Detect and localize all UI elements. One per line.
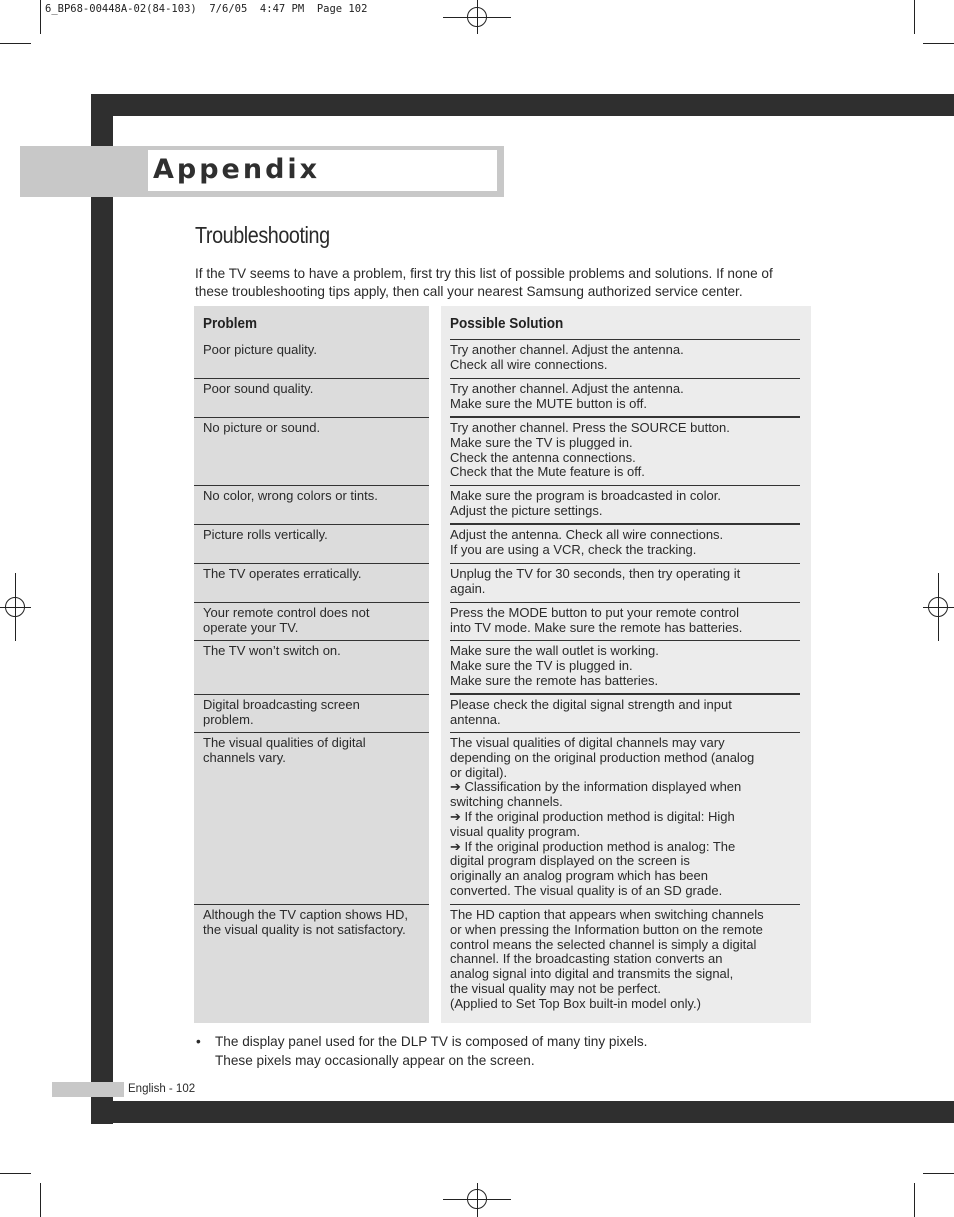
table-header-solution: Possible Solution — [450, 315, 564, 332]
solution-cell: The HD caption that appears when switching channels or when pressing the Information button on the remote control means the selected channel is simply a digital channel. If the broadcasting station converts an analog signal into digital and transmits the signal, the visual quality may not be perfect. (Applied to Set Top Box built-in model only.) — [450, 907, 764, 1011]
bullet-note: The display panel used for the DLP TV is composed of many tiny pixels. These pixels may occasionally appear on the screen. — [215, 1034, 648, 1068]
table-row — [194, 602, 811, 640]
table-row — [194, 732, 811, 904]
table-row — [194, 417, 811, 485]
table-row — [194, 563, 811, 602]
solution-cell: Press the MODE button to put your remote control into TV mode. Make sure the remote has batteries. — [450, 605, 743, 635]
problem-cell: Poor picture quality. — [203, 342, 317, 357]
solution-cell: Try another channel. Adjust the antenna. Check all wire connections. — [450, 342, 684, 372]
solution-cell: The visual qualities of digital channels may vary depending on the original production method (analog or digital). ➔ Classification by the information displayed when switching channels. ➔ If the original production method is digital: High visual quality program. ➔ If the original production method is analog: The digital program displayed on the screen is originally an analog program which has been converted. The visual quality is of an SD grade. — [450, 735, 755, 898]
solution-cell: Try another channel. Press the SOURCE button. Make sure the TV is plugged in. Check the antenna connections. Check that the Mute feature is off. — [450, 420, 730, 480]
solution-cell: Make sure the wall outlet is working. Make sure the TV is plugged in. Make sure the remote has batteries. — [450, 643, 659, 688]
printer-slug: 6_BP68-00448A-02(84-103) 7/6/05 4:47 PM Page 102 — [45, 3, 368, 15]
table-row — [194, 524, 811, 563]
intro-paragraph: If the TV seems to have a problem, first try this list of possible problems and solutions. If none of these troubleshooting tips apply, then call your nearest Samsung authorized service center. — [195, 266, 773, 299]
problem-cell: No picture or sound. — [203, 420, 321, 435]
problem-cell: Although the TV caption shows HD, the visual quality is not satisfactory. — [203, 907, 408, 937]
solution-cell: Try another channel. Adjust the antenna. Make sure the MUTE button is off. — [450, 381, 684, 411]
problem-cell: Poor sound quality. — [203, 381, 314, 396]
problem-cell: The TV operates erratically. — [203, 566, 362, 581]
problem-cell: Your remote control does not operate your TV. — [203, 605, 370, 635]
table-row — [194, 694, 811, 732]
solution-cell: Unplug the TV for 30 seconds, then try operating it again. — [450, 566, 741, 596]
page-frame-top — [91, 94, 954, 116]
solution-cell: Adjust the antenna. Check all wire connections. If you are using a VCR, check the tracking. — [450, 527, 724, 557]
solution-cell: Please check the digital signal strength and input antenna. — [450, 697, 732, 727]
table-row — [194, 640, 811, 694]
section-banner-label: Appendix — [153, 154, 321, 185]
bullet-mark: • — [196, 1034, 201, 1049]
page-title: Troubleshooting — [195, 222, 330, 248]
table-row — [194, 378, 811, 417]
page-frame-bottom — [91, 1101, 954, 1123]
table-row — [194, 485, 811, 524]
footer-bar — [52, 1082, 124, 1097]
problem-cell: Picture rolls vertically. — [203, 527, 328, 542]
problem-cell: The visual qualities of digital channels vary. — [203, 735, 366, 765]
page-frame-left — [91, 94, 113, 1124]
problem-cell: No color, wrong colors or tints. — [203, 488, 378, 503]
table-row — [194, 904, 811, 1023]
solution-cell: Make sure the program is broadcasted in color. Adjust the picture settings. — [450, 488, 721, 518]
page-number: English - 102 — [128, 1083, 196, 1095]
problem-cell: Digital broadcasting screen problem. — [203, 697, 360, 727]
problem-cell: The TV won’t switch on. — [203, 643, 341, 658]
table-header-problem: Problem — [203, 315, 258, 332]
table-row — [194, 339, 811, 378]
